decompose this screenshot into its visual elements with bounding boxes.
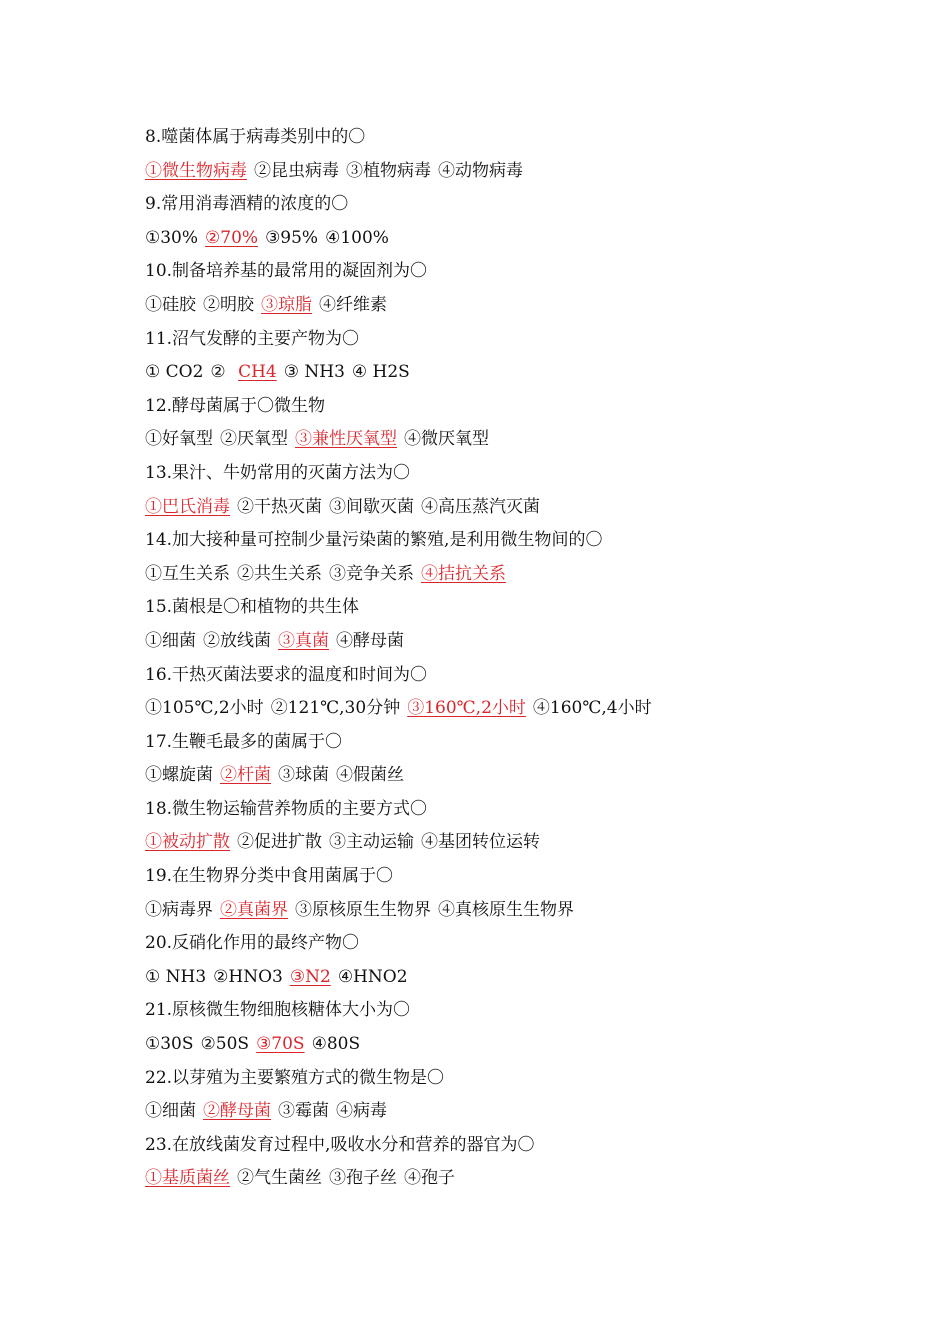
answer-option: ①互生关系 [145,563,230,584]
question-stem: 15.菌根是〇和植物的共生体 [145,597,360,618]
answer-option: ④真核原生生物界 [438,899,574,920]
question-options [145,558,905,592]
question-options [145,1095,905,1129]
answer-option: ③竞争关系 [329,563,414,584]
question-options [145,222,905,256]
answer-option: ②干热灭菌 [237,496,322,517]
question-options [145,625,905,659]
answer-option: ① CO2 [145,362,204,383]
correct-answer-option: ②杆菌 [220,765,271,786]
answer-option: ④病毒 [336,1101,387,1122]
question-stem: 13.果汁、牛奶常用的灭菌方法为〇 [145,462,411,483]
correct-answer-option: ①被动扩散 [145,832,230,853]
answer-option: ③95% [265,227,319,248]
question-stem: 17.生鞭毛最多的菌属于〇 [145,731,343,752]
correct-answer-option: ①微生物病毒 [145,160,247,181]
question-stem: 14.加大接种量可控制少量污染菌的繁殖,是利用微生物间的〇 [145,530,603,551]
question-stem: 10.制备培养基的最常用的凝固剂为〇 [145,261,428,282]
answer-option: ③ NH3 [283,362,345,383]
question-options [145,894,905,928]
correct-answer-option: ①巴氏消毒 [145,496,230,517]
answer-option: ② [210,362,232,383]
answer-option: ④ H2S [351,362,410,383]
correct-answer-option: ③160℃,2小时 [407,698,526,719]
question-stem: 20.反硝化作用的最终产物〇 [145,933,360,954]
answer-option: ②121℃,30分钟 [270,698,401,719]
answer-option: ④100% [325,227,389,248]
question-stem: 11.沼气发酵的主要产物为〇 [145,328,360,349]
answer-option: ②明胶 [203,294,254,315]
correct-answer-option: ③70S [256,1034,305,1055]
correct-answer-option: ②酵母菌 [203,1101,271,1122]
answer-option: ③球菌 [278,765,329,786]
correct-answer-option: ③真菌 [278,630,329,651]
question-options [145,155,905,189]
question-options [145,491,905,525]
answer-option: ①螺旋菌 [145,765,213,786]
answer-option: ②HNO3 [213,966,283,987]
answer-option: ①细菌 [145,1101,196,1122]
question-stem: 21.原核微生物细胞核糖体大小为〇 [145,1000,411,1021]
answer-option: ③主动运输 [329,832,414,853]
question-stem: 18.微生物运输营养物质的主要方式〇 [145,798,428,819]
answer-option: ③原核原生生物界 [295,899,431,920]
answer-option: ①细菌 [145,630,196,651]
correct-answer-option: ②真菌界 [220,899,288,920]
correct-answer-option: ③琼脂 [261,294,312,315]
answer-option: ②50S [200,1034,250,1055]
question-options [145,826,905,860]
question-stem: 22.以芽殖为主要繁殖方式的微生物是〇 [145,1067,445,1088]
answer-option: ④纤维素 [319,294,387,315]
answer-option: ④酵母菌 [336,630,404,651]
answer-option: ④孢子 [404,1168,455,1189]
question-options [145,1162,905,1196]
answer-option: ④160℃,4小时 [532,698,652,719]
answer-option: ②促进扩散 [237,832,322,853]
question-options [145,423,905,457]
answer-option: ④微厌氧型 [404,429,489,450]
answer-option: ②厌氧型 [220,429,288,450]
answer-option: ②气生菌丝 [237,1168,322,1189]
answer-option: ④假菌丝 [336,765,404,786]
answer-option: ④HNO2 [337,966,408,987]
answer-option: ④高压蒸汽灭菌 [421,496,540,517]
document-body [145,121,905,1196]
correct-answer-option: ②70% [205,227,259,248]
answer-option: ①105℃,2小时 [145,698,264,719]
answer-option: ①病毒界 [145,899,213,920]
answer-option: ②昆虫病毒 [254,160,339,181]
correct-answer-option: ①基质菌丝 [145,1168,230,1189]
answer-option: ③孢子丝 [329,1168,397,1189]
correct-answer-option: ③N2 [289,966,331,987]
answer-option: ①30% [145,227,199,248]
answer-option: ③霉菌 [278,1101,329,1122]
question-stem: 23.在放线菌发育过程中,吸收水分和营养的器官为〇 [145,1134,535,1155]
question-stem: 16.干热灭菌法要求的温度和时间为〇 [145,664,428,685]
answer-option: ④动物病毒 [438,160,523,181]
question-stem: 9.常用消毒酒精的浓度的〇 [145,194,349,215]
answer-option: ①硅胶 [145,294,196,315]
question-stem: 8.噬菌体属于病毒类别中的〇 [145,127,366,147]
correct-answer-option: CH4 [238,362,277,383]
answer-option: ③植物病毒 [346,160,431,181]
correct-answer-option: ③兼性厌氧型 [295,429,397,450]
question-options [145,759,905,793]
answer-option: ②放线菌 [203,630,271,651]
answer-option: ①好氧型 [145,429,213,450]
answer-option: ④80S [311,1034,361,1055]
correct-answer-option: ④拮抗关系 [421,563,506,584]
question-options [145,961,905,995]
question-stem: 19.在生物界分类中食用菌属于〇 [145,866,394,887]
question-stem: 12.酵母菌属于〇微生物 [145,395,326,416]
answer-option: ②共生关系 [237,563,322,584]
question-options [145,289,905,323]
question-options [145,1028,905,1062]
answer-option: ④基团转位运转 [421,832,540,853]
question-options [145,692,905,726]
answer-option: ① NH3 [145,966,207,987]
answer-option: ③间歇灭菌 [329,496,414,517]
answer-option: ①30S [145,1034,194,1055]
question-options [145,356,905,390]
